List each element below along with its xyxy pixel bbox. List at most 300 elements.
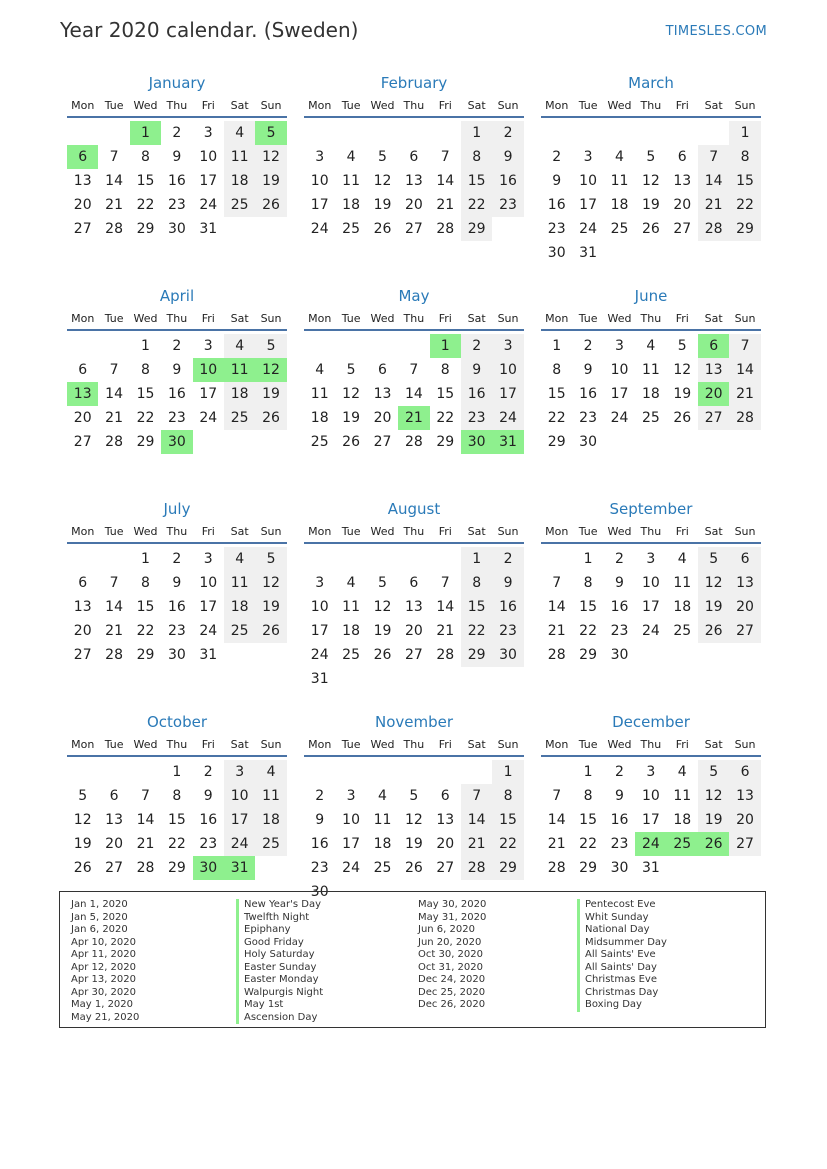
day-cell: 27: [373, 434, 392, 450]
day-cell: 8: [729, 145, 760, 169]
month-name: January: [148, 74, 206, 92]
day-cell: 2: [203, 764, 213, 780]
empty-cell: [541, 760, 572, 784]
legend-date: Jun 20, 2020: [418, 936, 482, 948]
legend-date: Apr 11, 2020: [71, 949, 137, 960]
legend-date: Apr 10, 2020: [71, 936, 137, 948]
day-cell: 1: [492, 760, 523, 784]
day-cell: 21: [547, 623, 566, 639]
day-cell: 24: [199, 197, 218, 213]
day-cell: 2: [583, 338, 593, 354]
weekday-label: Tue: [104, 311, 124, 325]
day-cell: 28: [547, 647, 566, 663]
day-cell: 5: [378, 575, 387, 591]
day-cell: 29: [547, 434, 566, 450]
day-cell: 21: [105, 410, 123, 426]
empty-cell: [67, 760, 98, 784]
day-cell: 27: [73, 434, 92, 450]
day-cell: 30: [610, 860, 629, 876]
day-cell: 11: [641, 362, 660, 378]
day-cell: 29: [136, 221, 155, 237]
day-cell: 15: [579, 812, 597, 828]
day-cell: 23: [547, 221, 566, 237]
weekday-header: [541, 733, 761, 757]
day-cell: 26: [404, 860, 423, 876]
day-cell: 16: [461, 382, 492, 406]
month-name: March: [628, 74, 674, 92]
day-cell: 8: [440, 362, 450, 378]
weekday-label: Tue: [341, 737, 361, 751]
empty-cell: [430, 760, 461, 784]
weekday-label: Thu: [166, 98, 188, 112]
legend-names-col-2: [577, 899, 667, 1012]
day-cell: 4: [346, 575, 356, 591]
day-cell: 20: [404, 197, 423, 213]
month-2: [541, 72, 761, 285]
day-cell: 14: [105, 173, 123, 189]
day-cell: 12: [404, 812, 423, 828]
day-cell: 29: [461, 217, 492, 241]
weekday-label: Sun: [497, 524, 519, 538]
day-cell: 30: [547, 245, 566, 261]
weekday-label: Mon: [545, 98, 569, 112]
day-cell: 17: [492, 382, 523, 406]
empty-cell: [304, 121, 335, 145]
weekday-label: Sat: [704, 737, 723, 751]
day-cell: 28: [436, 221, 455, 237]
legend-holiday-name: Easter Monday: [236, 974, 323, 987]
day-cell: 28: [547, 860, 566, 876]
day-cell: 30: [310, 884, 329, 900]
day-cell: 5: [698, 547, 729, 571]
legend-holiday-name: Good Friday: [236, 937, 323, 950]
legend-dates-col-1: [71, 899, 139, 1024]
day-cell: 9: [583, 362, 593, 378]
day-cell: 15: [167, 812, 186, 828]
holiday-day-cell: 5: [255, 121, 286, 145]
legend-dates-col-2: [418, 899, 486, 1012]
day-cell: 8: [172, 788, 182, 804]
day-cell: 21: [105, 197, 123, 213]
day-cell: 9: [172, 575, 182, 591]
day-cell: 18: [373, 836, 392, 852]
day-cell: 25: [255, 832, 286, 856]
weekday-label: Mon: [71, 737, 95, 751]
weekday-label: Sat: [230, 737, 249, 751]
day-cell: 25: [224, 193, 255, 217]
empty-cell: [541, 121, 572, 145]
day-cell: 8: [461, 571, 492, 595]
holiday-day-cell: 12: [255, 358, 286, 382]
day-cell: 2: [492, 121, 523, 145]
month-name: February: [380, 74, 448, 92]
day-cell: 1: [729, 121, 760, 145]
legend-date: May 30, 2020: [418, 899, 487, 910]
month-4: [304, 285, 524, 498]
day-cell: 18: [342, 197, 360, 213]
day-cell: 16: [547, 197, 566, 213]
calendar-grid: [67, 72, 761, 924]
day-cell: 19: [373, 197, 392, 213]
day-cell: 22: [136, 410, 155, 426]
legend-holiday-name: Whit Sunday: [577, 912, 667, 925]
day-cell: 25: [673, 623, 692, 639]
day-cell: 8: [461, 145, 492, 169]
weekday-label: Tue: [104, 98, 124, 112]
day-cell: 19: [698, 595, 729, 619]
legend-holiday-name: All Saints' Day: [577, 962, 667, 975]
day-cell: 16: [492, 595, 523, 619]
legend-holiday-name: National Day: [577, 924, 667, 937]
holiday-day-cell: 25: [667, 832, 698, 856]
day-cell: 23: [492, 619, 523, 643]
day-cell: 10: [641, 788, 660, 804]
day-cell: 22: [461, 619, 492, 643]
day-cell: 19: [73, 836, 92, 852]
month-1: [304, 72, 524, 285]
day-cell: 24: [342, 860, 360, 876]
day-cell: 31: [579, 245, 597, 261]
day-cell: 4: [224, 547, 255, 571]
day-cell: 20: [436, 836, 455, 852]
day-cell: 28: [105, 221, 123, 237]
day-cell: 24: [641, 623, 660, 639]
day-cell: 27: [404, 221, 423, 237]
day-cell: 7: [440, 149, 450, 165]
day-cell: 22: [461, 193, 492, 217]
weekday-label: Sun: [734, 311, 756, 325]
weekday-header: [67, 733, 287, 757]
weekday-label: Mon: [308, 311, 332, 325]
day-cell: 2: [172, 338, 182, 354]
day-cell: 19: [342, 410, 360, 426]
day-cell: 19: [255, 169, 286, 193]
weekday-label: Sun: [497, 311, 519, 325]
empty-cell: [667, 121, 698, 145]
empty-cell: [67, 334, 98, 358]
days-grid: [541, 334, 761, 454]
weekday-label: Sun: [734, 737, 756, 751]
day-cell: 18: [342, 623, 360, 639]
day-cell: 26: [255, 193, 286, 217]
day-cell: 28: [136, 860, 155, 876]
day-cell: 11: [673, 575, 692, 591]
day-cell: 26: [373, 647, 392, 663]
day-cell: 25: [610, 221, 629, 237]
day-cell: 6: [78, 362, 88, 378]
legend-holiday-name: Boxing Day: [577, 999, 667, 1012]
weekday-label: Thu: [640, 98, 662, 112]
days-grid: [304, 121, 524, 241]
day-cell: 19: [255, 595, 286, 619]
weekday-header: [304, 520, 524, 544]
day-cell: 5: [677, 338, 687, 354]
weekday-label: Thu: [166, 524, 188, 538]
day-cell: 27: [729, 832, 760, 856]
empty-cell: [367, 760, 398, 784]
day-cell: 25: [373, 860, 392, 876]
day-cell: 29: [136, 434, 155, 450]
day-cell: 10: [310, 599, 329, 615]
day-cell: 23: [461, 406, 492, 430]
weekday-label: Wed: [607, 98, 632, 112]
day-cell: 8: [492, 784, 523, 808]
empty-cell: [335, 121, 366, 145]
day-cell: 14: [404, 386, 423, 402]
day-cell: 9: [315, 812, 325, 828]
month-0: [67, 72, 287, 285]
day-cell: 21: [436, 623, 455, 639]
weekday-label: Fri: [675, 98, 689, 112]
day-cell: 30: [167, 647, 186, 663]
day-cell: 16: [610, 599, 629, 615]
day-cell: 26: [255, 619, 286, 643]
empty-cell: [367, 334, 398, 358]
day-cell: 14: [461, 808, 492, 832]
day-cell: 15: [579, 599, 597, 615]
day-cell: 10: [199, 149, 218, 165]
day-cell: 23: [199, 836, 218, 852]
day-cell: 11: [342, 599, 360, 615]
day-cell: 31: [310, 671, 329, 687]
empty-cell: [635, 121, 666, 145]
empty-cell: [304, 334, 335, 358]
day-cell: 8: [141, 362, 150, 378]
day-cell: 3: [615, 338, 624, 354]
day-cell: 4: [315, 362, 325, 378]
day-cell: 13: [436, 812, 455, 828]
day-cell: 7: [109, 362, 119, 378]
day-cell: 9: [552, 173, 562, 189]
weekday-header: [67, 307, 287, 331]
day-cell: 28: [105, 434, 123, 450]
day-cell: 2: [315, 788, 325, 804]
day-cell: 22: [136, 197, 155, 213]
day-cell: 18: [673, 812, 692, 828]
day-cell: 9: [615, 575, 624, 591]
month-name: April: [159, 287, 195, 305]
day-cell: 10: [579, 173, 597, 189]
holiday-day-cell: 11: [224, 358, 255, 382]
day-cell: 9: [461, 358, 492, 382]
weekday-label: Mon: [308, 737, 332, 751]
day-cell: 24: [199, 623, 218, 639]
day-cell: 15: [547, 386, 566, 402]
day-cell: 8: [583, 788, 593, 804]
day-cell: 16: [199, 812, 218, 828]
day-cell: 3: [346, 788, 356, 804]
day-cell: 3: [492, 334, 523, 358]
day-cell: 19: [404, 836, 423, 852]
day-cell: 24: [310, 221, 329, 237]
day-cell: 29: [136, 647, 155, 663]
holiday-day-cell: 1: [130, 121, 161, 145]
day-cell: 11: [342, 173, 360, 189]
day-cell: 5: [646, 149, 656, 165]
weekday-label: Sun: [497, 737, 519, 751]
empty-cell: [335, 760, 366, 784]
day-cell: 1: [583, 764, 593, 780]
day-cell: 19: [373, 623, 392, 639]
month-name: July: [163, 500, 191, 518]
day-cell: 1: [552, 338, 562, 354]
legend-date: May 21, 2020: [71, 1011, 140, 1023]
day-cell: 24: [579, 221, 597, 237]
day-cell: 13: [729, 571, 760, 595]
days-grid: [304, 334, 524, 454]
day-cell: 19: [698, 808, 729, 832]
day-cell: 7: [409, 362, 419, 378]
day-cell: 17: [641, 812, 660, 828]
empty-cell: [398, 334, 429, 358]
weekday-label: Tue: [578, 98, 598, 112]
weekday-label: Mon: [71, 311, 95, 325]
day-cell: 21: [547, 836, 566, 852]
weekday-label: Sat: [704, 524, 723, 538]
day-cell: 30: [492, 643, 523, 667]
day-cell: 17: [199, 386, 218, 402]
day-cell: 7: [109, 149, 119, 165]
day-cell: 11: [673, 788, 692, 804]
weekday-label: Mon: [71, 98, 95, 112]
day-cell: 4: [224, 334, 255, 358]
weekday-label: Sat: [467, 524, 486, 538]
day-cell: 6: [78, 575, 88, 591]
day-cell: 27: [729, 619, 760, 643]
day-cell: 19: [673, 386, 692, 402]
day-cell: 9: [615, 788, 624, 804]
legend-date: Dec 26, 2020: [418, 999, 486, 1010]
day-cell: 20: [729, 808, 760, 832]
empty-cell: [67, 121, 98, 145]
weekday-label: Tue: [578, 311, 598, 325]
day-cell: 7: [461, 784, 492, 808]
day-cell: 6: [729, 547, 760, 571]
day-cell: 9: [172, 362, 182, 378]
day-cell: 25: [224, 619, 255, 643]
weekday-label: Sat: [230, 98, 249, 112]
site-link[interactable]: TIMESLES.COM: [665, 24, 767, 39]
weekday-label: Fri: [675, 524, 689, 538]
day-cell: 23: [492, 193, 523, 217]
month-8: [541, 498, 761, 711]
day-cell: 17: [199, 599, 218, 615]
empty-cell: [398, 760, 429, 784]
weekday-label: Tue: [341, 524, 361, 538]
day-cell: 4: [224, 121, 255, 145]
weekday-label: Mon: [308, 524, 332, 538]
day-cell: 11: [373, 812, 392, 828]
day-cell: 6: [729, 760, 760, 784]
weekday-label: Sat: [467, 98, 486, 112]
weekday-header: [541, 94, 761, 118]
empty-cell: [98, 547, 129, 571]
day-cell: 4: [646, 338, 656, 354]
day-cell: 13: [698, 358, 729, 382]
holiday-day-cell: 21: [398, 406, 429, 430]
day-cell: 30: [579, 434, 597, 450]
legend-holiday-name: Pentecost Eve: [577, 899, 667, 912]
day-cell: 15: [492, 808, 523, 832]
day-cell: 18: [641, 386, 660, 402]
day-cell: 7: [109, 575, 119, 591]
month-name: August: [387, 500, 441, 518]
day-cell: 29: [167, 860, 186, 876]
day-cell: 13: [73, 173, 92, 189]
weekday-label: Wed: [370, 737, 395, 751]
day-cell: 14: [136, 812, 155, 828]
day-cell: 14: [436, 173, 455, 189]
holiday-day-cell: 31: [224, 856, 255, 880]
day-cell: 13: [105, 812, 123, 828]
day-cell: 29: [436, 434, 455, 450]
day-cell: 1: [172, 764, 182, 780]
day-cell: 10: [342, 812, 360, 828]
weekday-label: Mon: [545, 737, 569, 751]
legend-date: Dec 25, 2020: [418, 986, 486, 998]
empty-cell: [335, 334, 366, 358]
day-cell: 22: [547, 410, 566, 426]
day-cell: 12: [255, 571, 286, 595]
day-cell: 7: [552, 788, 562, 804]
days-grid: [541, 547, 761, 667]
legend-holiday-name: Holy Saturday: [236, 949, 323, 962]
day-cell: 7: [552, 575, 562, 591]
legend-date: Jan 6, 2020: [71, 924, 128, 935]
legend-date: Apr 30, 2020: [71, 986, 137, 998]
day-cell: 27: [673, 221, 692, 237]
weekday-label: Sat: [230, 524, 249, 538]
weekday-label: Sun: [497, 98, 519, 112]
day-cell: 20: [73, 623, 92, 639]
weekday-label: Wed: [133, 524, 158, 538]
weekday-label: Tue: [104, 737, 124, 751]
day-cell: 16: [167, 599, 186, 615]
day-cell: 6: [409, 149, 419, 165]
day-cell: 5: [255, 547, 286, 571]
month-7: [304, 498, 524, 711]
day-cell: 6: [677, 149, 687, 165]
day-cell: 24: [224, 832, 255, 856]
day-cell: 12: [673, 362, 692, 378]
empty-cell: [461, 760, 492, 784]
holiday-day-cell: 20: [698, 382, 729, 406]
day-cell: 3: [203, 125, 213, 141]
holiday-day-cell: 13: [67, 382, 98, 406]
empty-cell: [572, 121, 603, 145]
day-cell: 19: [255, 382, 286, 406]
day-cell: 31: [199, 647, 218, 663]
weekday-label: Thu: [640, 311, 662, 325]
day-cell: 27: [404, 647, 423, 663]
day-cell: 8: [583, 575, 593, 591]
day-cell: 20: [373, 410, 392, 426]
weekday-header: [304, 94, 524, 118]
day-cell: 10: [492, 358, 523, 382]
day-cell: 9: [492, 145, 523, 169]
day-cell: 26: [373, 221, 392, 237]
day-cell: 17: [641, 599, 660, 615]
day-cell: 11: [310, 386, 329, 402]
day-cell: 8: [552, 362, 562, 378]
day-cell: 28: [461, 856, 492, 880]
day-cell: 1: [461, 121, 492, 145]
weekday-header: [67, 520, 287, 544]
day-cell: 11: [224, 145, 255, 169]
weekday-label: Thu: [403, 524, 425, 538]
month-name: October: [146, 713, 208, 731]
empty-cell: [398, 547, 429, 571]
